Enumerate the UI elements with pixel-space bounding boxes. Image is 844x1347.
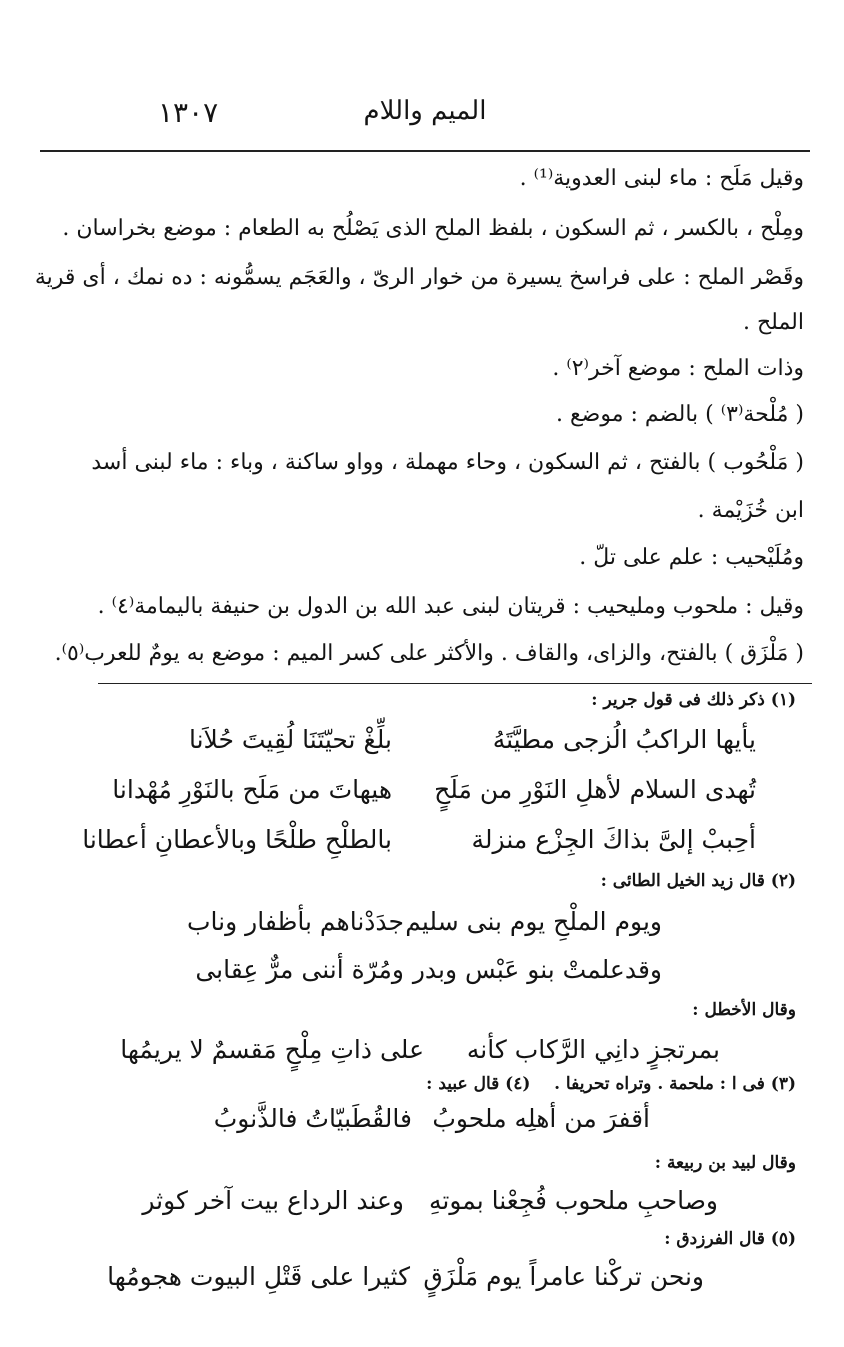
- verse-sadr: تُهدى السلام لأهلِ النَوْرِ من مَلَحٍ: [434, 775, 756, 804]
- footnote-2-intro: (٢) قال زيد الخيل الطائى :: [600, 871, 796, 891]
- body-line: ابن خُزَيْمة .: [697, 498, 804, 523]
- verse-sadr: بمرتجزٍ دانِي الرَّكاب كأنه: [466, 1035, 720, 1064]
- verse-sadr: أحِببْ إلىَّ بذاكَ الجِزْع منزلة: [471, 825, 756, 854]
- footnote-4-intro: (٤) قال عبيد :: [426, 1074, 531, 1094]
- body-line: وقيل مَلَح : ماء لبنى العدوية⁽¹⁾ .: [519, 166, 804, 191]
- body-line: ومُلَيْحيب : علم على تلّ .: [579, 545, 804, 570]
- verse-ajuz: بالطلْحِ طلْحًا وبالأعطانِ أعطانا: [82, 825, 392, 854]
- verse-ajuz: كثيرا على قَتْلِ البيوت هجومُها: [107, 1262, 410, 1291]
- footnote-4-labid-intro: وقال لبيد بن ربيعة :: [654, 1153, 796, 1173]
- body-line: ( مَلْحُوب ) بالفتح ، ثم السكون ، وحاء مهملة ، وواو ساكنة ، وباء : ماء لبنى أسد: [91, 450, 804, 475]
- body-line: الملح .: [742, 310, 804, 335]
- header-rule: [40, 150, 810, 152]
- body-line: ومِلْح ، بالكسر ، ثم السكون ، بلفظ الملح الذى يَصْلُح به الطعام : موضع بخراسان .: [62, 216, 804, 241]
- verse-ajuz: جدَدْناهم بأظفار وناب: [187, 907, 404, 936]
- verse-ajuz: بلِّغْ تحيّتَنَا لُقِيتَ حُلاَنا: [188, 725, 392, 754]
- footnote-3-4: [426, 1074, 796, 1094]
- footnote-3: (٣) فى ا : ملحمة . وتراه تحريفا .: [554, 1074, 796, 1094]
- body-line: ( مُلْحة⁽٣⁾ ) بالضم : موضع .: [555, 402, 804, 427]
- body-line: وقَصْر الملح : على فراسخ يسيرة من خوار الرىّ ، والعَجَم يسمُّونه : ده نمك ، أى قرية: [34, 265, 804, 290]
- body-line: ( مَلْزَق ) بالفتح، والزاى، والقاف . والأكثر على كسر الميم : موضع به يومٌ للعرب⁽٥⁾.: [54, 641, 804, 666]
- verse-ajuz: وعند الرداع بيت آخر كوثر: [142, 1186, 404, 1215]
- footnote-rule: [98, 683, 812, 684]
- verse-sadr: ونحن تركْنا عامراً يوم مَلْزَقٍ: [423, 1262, 704, 1291]
- verse-ajuz: هيهاتَ من مَلَح بالنَوْرِ مُهْدانا: [112, 775, 392, 804]
- page-number: ١٣٠٧: [158, 96, 219, 129]
- verse-sadr: يأيها الراكبُ الُزجى مطيَّتَهُ: [492, 725, 756, 754]
- page-header: [40, 96, 810, 140]
- body-line: وقيل : ملحوب ومليحيب : قريتان لبنى عبد الله بن الدول بن حنيفة باليمامة⁽٤⁾ .: [97, 594, 804, 619]
- footnote-1-intro: (١) ذكر ذلك فى قول جرير :: [591, 690, 796, 710]
- verse-ajuz: على ذاتِ مِلْحٍ مَقسمٌ لا يريمُها: [120, 1035, 424, 1064]
- body-line: وذات الملح : موضع آخر⁽٢⁾ .: [552, 356, 804, 381]
- verse-ajuz: ومُرّة أننى مرٌّ عِقابى: [195, 955, 404, 984]
- verse-sadr: ويوم الملْحِ يوم بنى سليم: [405, 907, 662, 936]
- running-title: الميم واللام: [363, 96, 487, 126]
- footnote-5-intro: (٥) قال الفرزدق :: [664, 1229, 796, 1249]
- verse-ajuz: فالقُطَبيّاتُ فالذَّنوبُ: [213, 1104, 412, 1133]
- footnote-2-akhtal-intro: وقال الأخطل :: [692, 1000, 796, 1020]
- verse-sadr: وقدعلمتْ بنو عَبْس وبدر: [412, 955, 662, 984]
- verse-sadr: أقفرَ من أهلِه ملحوبُ: [432, 1104, 650, 1133]
- verse-sadr: وصاحبِ ملحوب فُجِعْنا بموتهِ: [428, 1186, 718, 1215]
